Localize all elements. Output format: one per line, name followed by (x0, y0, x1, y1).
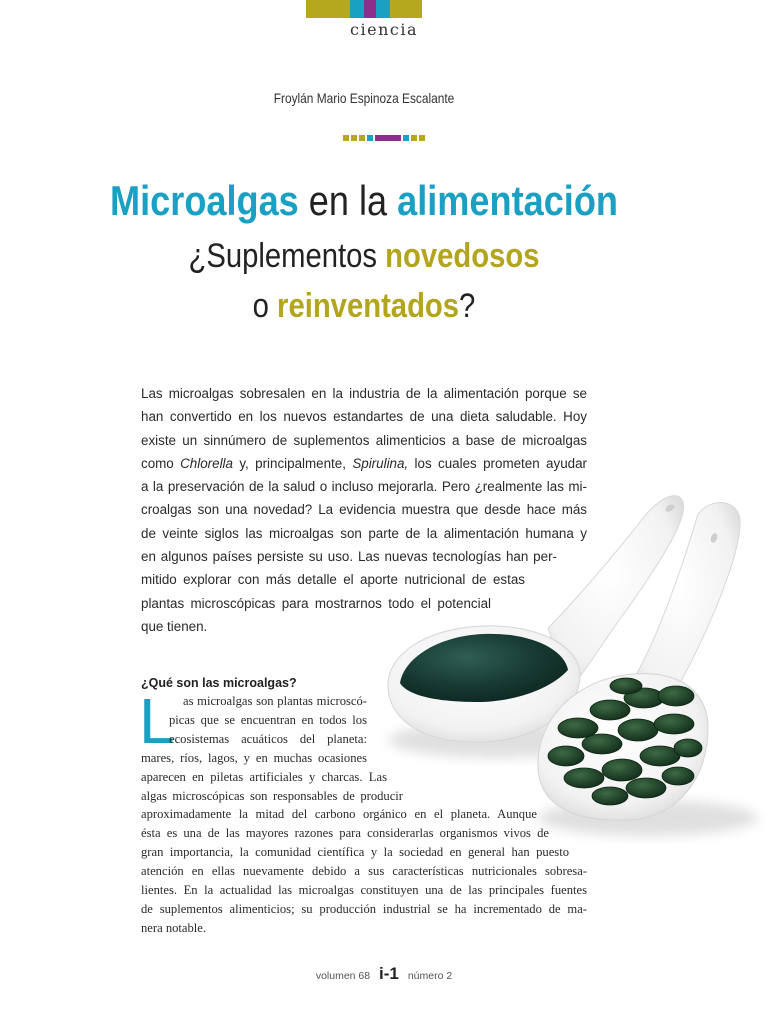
bar-segment (350, 0, 364, 18)
ornament-dot (367, 135, 373, 141)
body-line: lientes. En la actualidad las microalgas constituyen una de las principales fuentes (141, 883, 587, 898)
body-line: aproximadamente la mitad del carbono orgánico en el planeta. Aunque (141, 807, 537, 822)
body-line: as microalgas son plantas microscó- (183, 694, 367, 708)
body-line: picas que se encuentran en todos los (169, 712, 367, 727)
bar-segment (306, 0, 350, 18)
bar-segment (390, 0, 422, 18)
ornament-dot (359, 135, 365, 141)
body-line: ecosistemas acuáticos del planeta: (169, 731, 367, 746)
subtitle-text: ¿Suplementos (188, 237, 386, 275)
intro-text: y, principalmente, (232, 455, 353, 471)
intro-line: en algunos países persiste su uso. Las nuevas tecnologías han per- (141, 549, 557, 565)
page-footer (0, 964, 768, 984)
intro-line (141, 452, 587, 475)
ornament-dot (375, 135, 401, 141)
title-part-en-la: en la (298, 177, 398, 224)
intro-text: como (141, 455, 181, 471)
drop-cap: L (139, 685, 175, 757)
intro-spirulina: Spirulina, (352, 455, 409, 471)
body-line: nera notable. (141, 920, 207, 935)
ornament-dot (419, 135, 425, 141)
author-name: Froylán Mario Espinoza Escalante (273, 90, 455, 106)
body-line: mares, ríos, lagos, y en muchas ocasiones (141, 750, 367, 765)
title-part-alimentacion: alimentación (397, 177, 618, 224)
intro-text: los cuales prometen ayudar (408, 455, 587, 471)
ornament-dot (403, 135, 409, 141)
intro-line: a la preservación de la salud o incluso mejorarla. Pero ¿realmente las mi- (141, 479, 587, 495)
ornament-dot (351, 135, 357, 141)
intro-line: Las microalgas sobresalen en la industria de la alimentación porque se (141, 386, 587, 401)
body-line: atención en ellas nuevamente debido a sus características nutricionales sobresa- (141, 864, 587, 879)
body-line: algas microscópicas son responsables de producir (141, 788, 403, 803)
subtitle-highlight: novedosos (385, 237, 540, 275)
body-paragraph (141, 692, 587, 938)
intro-line: han convertido en los nuevos estandartes de una dieta saludable. Hoy (141, 409, 587, 425)
intro-line: de veinte siglos las microalgas son parte de la alimentación humana y (141, 525, 587, 541)
body-line: de suplementos alimenticios; su producción industrial se ha incrementado de ma- (141, 901, 587, 916)
article-title (51, 178, 677, 224)
intro-line: que tienen. (141, 618, 208, 634)
title-part-microalgas: Microalgas (110, 177, 299, 224)
section-color-bar (306, 0, 422, 18)
subtitle-text: o (252, 287, 278, 325)
bar-segment (364, 0, 376, 18)
intro-line: existe un sinnúmero de suplementos alimenticios a base de microalgas (141, 432, 587, 448)
issue-number: número 2 (407, 970, 453, 982)
intro-line: mitido explorar con más detalle el aporte nutricional de estas (141, 572, 525, 588)
section-heading: ¿Qué son las microalgas? (141, 676, 297, 690)
subtitle-line-1 (51, 238, 677, 275)
intro-chlorella: Chlorella (180, 455, 233, 471)
intro-line: croalgas son una novedad? La evidencia muestra que desde hace más (141, 502, 587, 518)
bar-segment (376, 0, 390, 18)
title-ornament (0, 135, 768, 141)
body-line: ésta es una de las mayores razones para considerarlas organismos vivos de (141, 826, 549, 841)
section-label: ciencia (350, 20, 418, 39)
subtitle-highlight: reinventados (277, 287, 460, 325)
body-line: gran importancia, la comunidad científica y la sociedad en general han puesto (141, 845, 569, 860)
body-line: aparecen en piletas artificiales y charcas. Las (141, 769, 387, 784)
ornament-dot (411, 135, 417, 141)
volume-label: volumen 68 (315, 970, 371, 982)
page-number: i-1 (379, 964, 399, 983)
subtitle-line-2 (51, 288, 677, 325)
ornament-dot (343, 135, 349, 141)
intro-line: plantas microscópicas para mostrarnos todo el potencial (141, 595, 491, 611)
subtitle-question-mark: ? (459, 287, 476, 325)
